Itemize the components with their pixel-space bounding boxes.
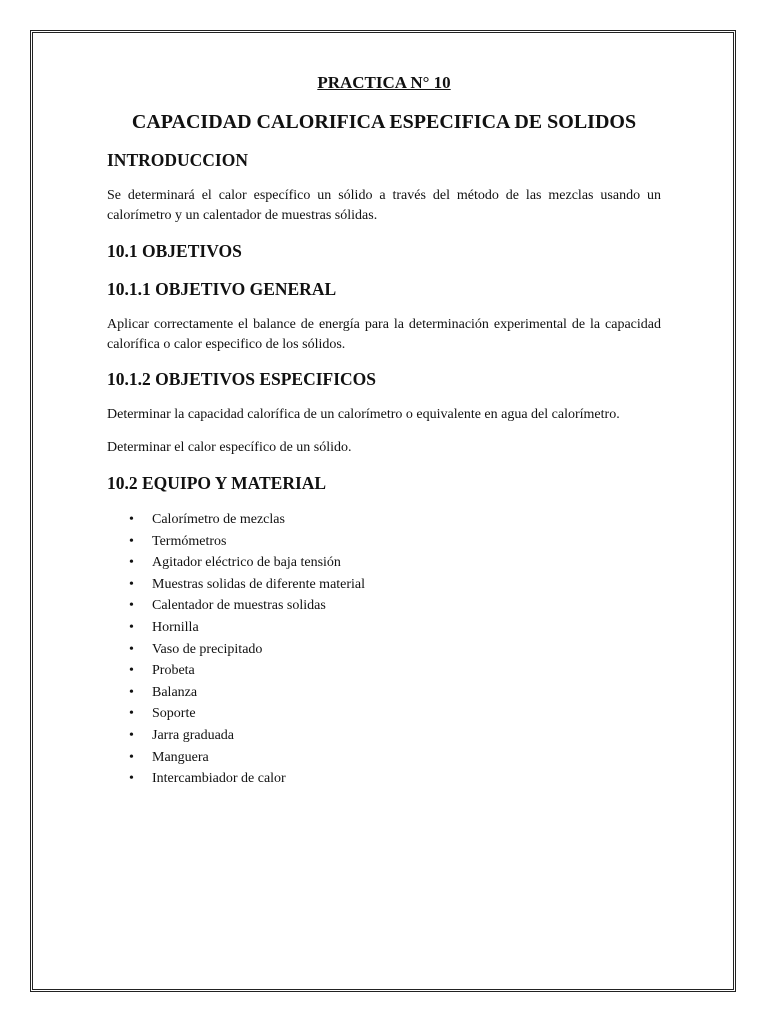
list-item — [107, 768, 365, 790]
list-item — [107, 531, 365, 553]
practice-title: PRACTICA N° 10 — [317, 73, 451, 92]
intro-paragraph: Se determinará el calor específico un sólido a través del método de las mezclas usando un calorímetro y un calentador de muestras sólidas. — [107, 188, 661, 223]
bullet-icon: • — [129, 684, 134, 700]
list-item-label: Calentador de muestras solidas — [152, 598, 326, 614]
list-item-label: Hornilla — [152, 619, 199, 635]
list-item — [107, 509, 365, 531]
main-title: CAPACIDAD CALORIFICA ESPECIFICA DE SOLIDOS — [131, 111, 637, 133]
list-item-label: Probeta — [152, 663, 195, 679]
list-item — [107, 703, 365, 725]
general-objective-heading: 10.1.1 OBJETIVO GENERAL — [107, 279, 337, 299]
bullet-icon: • — [129, 512, 134, 527]
bullet-icon: • — [129, 598, 134, 614]
specific-objective-1: Determinar la capacidad calorífica de un calorímetro o equivalente en agua del calorímetro. — [107, 407, 620, 422]
list-item-label: Termómetros — [152, 533, 227, 549]
list-item — [107, 574, 365, 596]
list-item — [107, 682, 365, 704]
bullet-icon: • — [129, 749, 134, 765]
list-item — [107, 639, 365, 661]
list-item-label: Balanza — [152, 684, 198, 700]
bullet-icon: • — [129, 663, 134, 679]
bullet-icon: • — [129, 706, 134, 722]
list-item — [107, 747, 365, 769]
equipment-list — [107, 509, 365, 790]
list-item-label: Muestras solidas de diferente material — [152, 576, 366, 592]
bullet-icon: • — [129, 727, 134, 743]
list-item-label: Agitador eléctrico de baja tensión — [152, 555, 341, 571]
bullet-icon: • — [129, 771, 134, 787]
list-item — [107, 725, 365, 747]
list-item-label: Intercambiador de calor — [152, 771, 286, 787]
list-item — [107, 595, 365, 617]
list-item-label: Soporte — [152, 706, 196, 722]
bullet-icon: • — [129, 555, 134, 571]
list-item-label: Calorímetro de mezclas — [152, 512, 285, 527]
list-item — [107, 660, 365, 682]
specific-objective-2: Determinar el calor específico de un sólido. — [107, 440, 352, 455]
objectives-heading: 10.1 OBJETIVOS — [107, 241, 242, 261]
intro-heading: INTRODUCCION — [107, 150, 248, 170]
list-item-label: Manguera — [152, 749, 209, 765]
bullet-icon: • — [129, 533, 134, 549]
list-item-label: Jarra graduada — [152, 727, 235, 743]
bullet-icon: • — [129, 619, 134, 635]
general-objective-paragraph: Aplicar correctamente el balance de energía para la determinación experimental de la capacidad calorífica o calor especifico de los sólidos. — [107, 317, 661, 352]
list-item-label: Vaso de precipitado — [152, 641, 263, 657]
list-item — [107, 617, 365, 639]
equipment-heading: 10.2 EQUIPO Y MATERIAL — [107, 473, 327, 493]
bullet-icon: • — [129, 576, 134, 592]
specific-objectives-heading: 10.1.2 OBJETIVOS ESPECIFICOS — [107, 369, 377, 389]
bullet-icon: • — [129, 641, 134, 657]
list-item — [107, 552, 365, 574]
